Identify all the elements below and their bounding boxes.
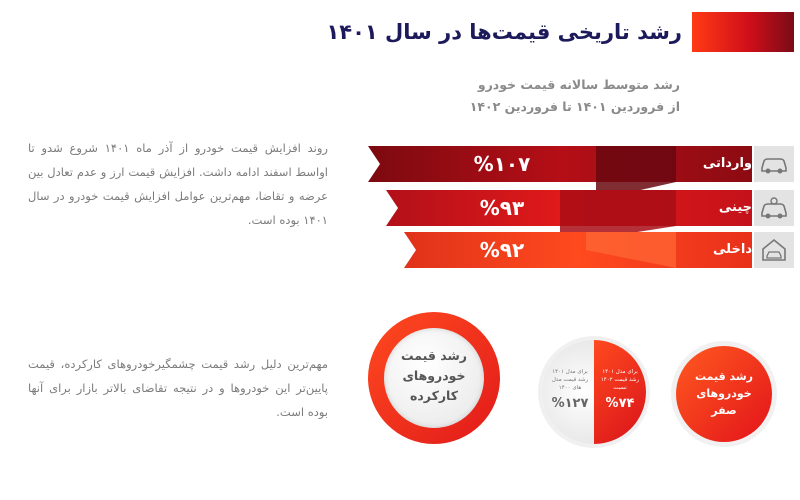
- car-home-icon: [759, 237, 789, 263]
- label-chinese: چینی: [718, 200, 752, 215]
- split-circle: [542, 340, 646, 444]
- new-cars-line-1: رشد قیمت: [694, 370, 754, 383]
- split-circle-left: [542, 340, 594, 444]
- split-circle-right: [594, 340, 646, 444]
- icon-box-domestic: [754, 232, 794, 268]
- paragraph-price-trend: روند افزایش قیمت خودرو از آذر ماه ۱۴۰۱ شروع شدو تا اواسط اسفند ادامه داشت. افزایش قیمت ارز و عدم تعادل بین عرضه و تقاضا، مهم‌ترین عوامل افزایش قیمت خودرو در سال ۱۴۰۱ بوده است.: [28, 141, 328, 227]
- split-left-note: برای مدل ۱۴۰۱ رشد قیمت مدل های ۱۴۰۰: [551, 369, 589, 391]
- subtitle-line-1: رشد متوسط سالانه قیمت خودرو: [477, 77, 680, 92]
- used-cars-line-1: رشد قیمت: [401, 348, 467, 363]
- icon-box-imported: [754, 146, 794, 182]
- label-imported: وارداتی: [702, 156, 752, 171]
- icon-box-chinese: [754, 190, 794, 226]
- used-cars-caption: [384, 346, 484, 406]
- label-domestic: داخلی: [713, 242, 752, 257]
- used-cars-line-3: کارکرده: [410, 388, 458, 403]
- new-cars-line-2: خودروهای: [696, 387, 752, 400]
- value-domestic: %۹۲: [479, 238, 525, 262]
- car-gear-icon: [759, 195, 789, 221]
- value-imported: %۱۰۷: [473, 152, 531, 176]
- car-icon: [759, 151, 789, 177]
- new-cars-caption: [676, 368, 772, 419]
- split-right-value: %۷۴: [605, 396, 635, 411]
- value-chinese: %۹۳: [479, 196, 525, 220]
- paragraph-used-cars: مهم‌ترین دلیل رشد قیمت چشمگیرخودروهای کارکرده، قیمت پایین‌تر این خودروها و در نتیجه تقاضای بالاتر بازار برای آنها بوده است.: [28, 357, 328, 419]
- used-cars-line-2: خودروهای: [402, 368, 466, 383]
- page-title: رشد تاریخی قیمت‌ها در سال ۱۴۰۱: [326, 20, 682, 44]
- split-right-note: برای مدل ۱۴۰۱ رشد قیمت ۱۴۰۲ نسبت: [600, 369, 640, 391]
- new-cars-line-3: صفر: [711, 404, 737, 417]
- split-left-value: %۱۲۷: [551, 396, 589, 411]
- subtitle-line-2: از فروردین ۱۴۰۱ تا فروردین ۱۴۰۲: [469, 99, 680, 114]
